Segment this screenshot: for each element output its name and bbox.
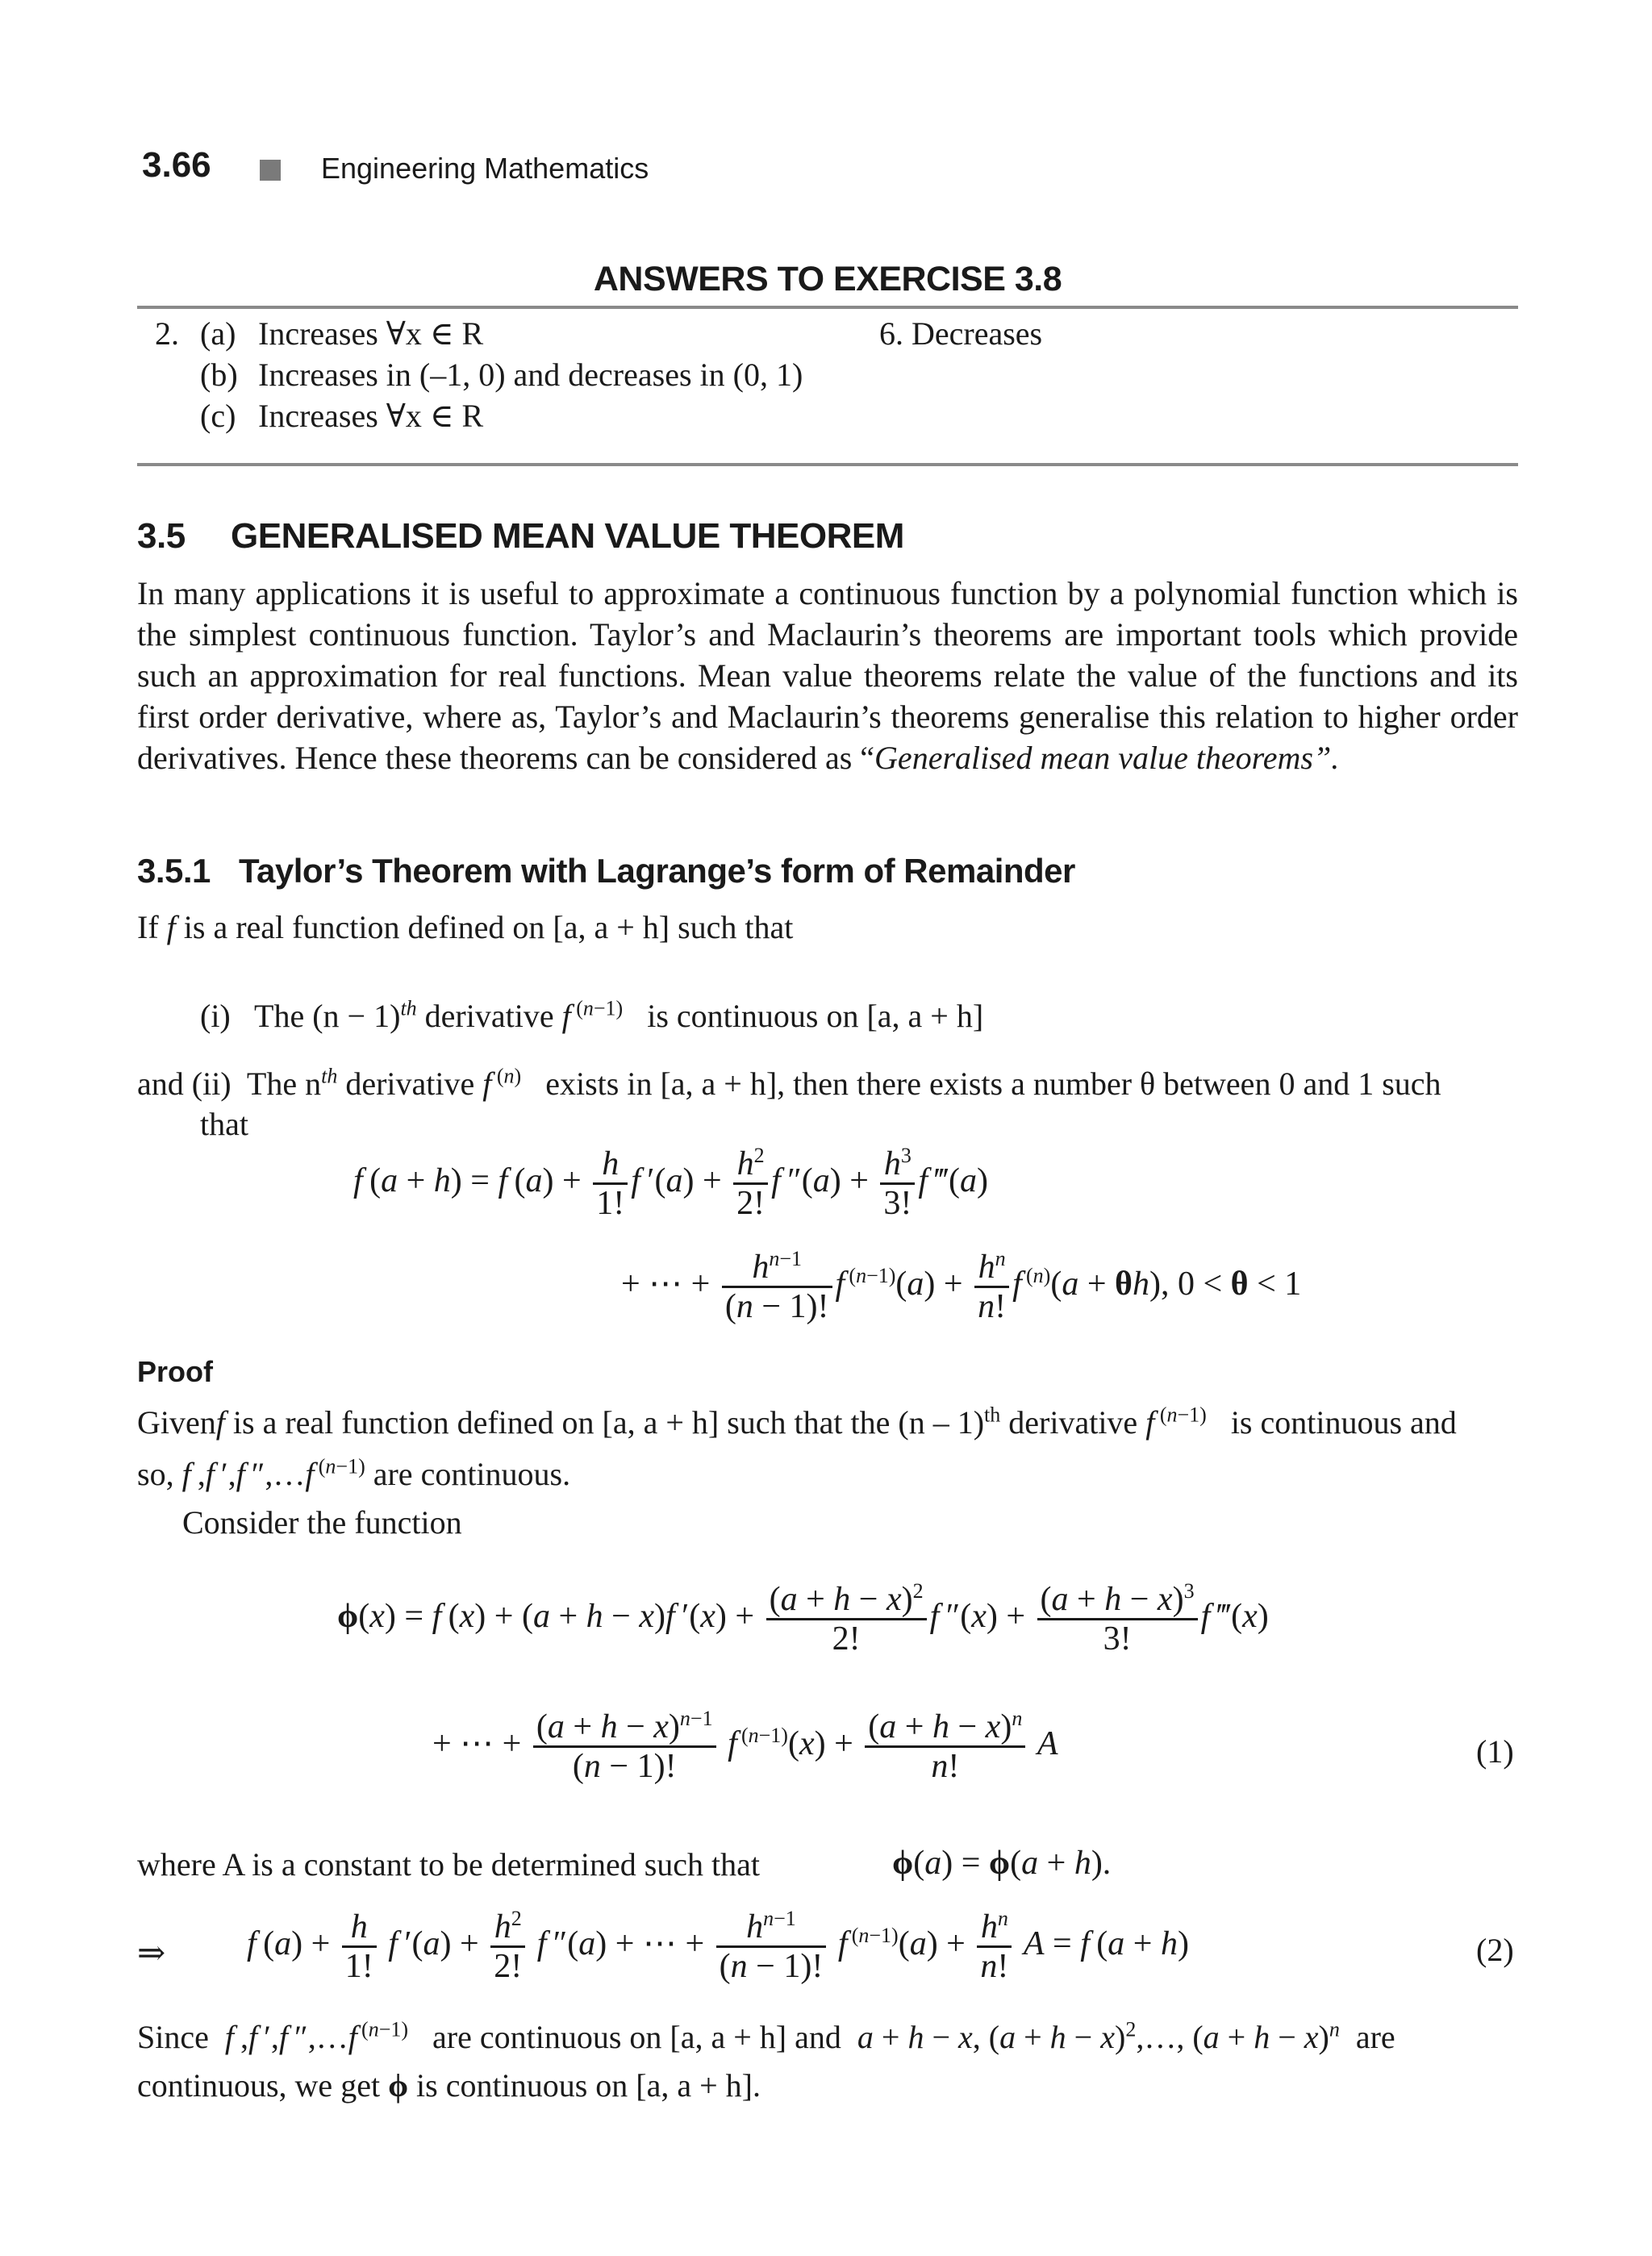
cond2-text-c: exists in [a, a + h], then there exists a number θ between 0 and 1 such	[545, 1065, 1441, 1102]
answers-bottom-rule	[137, 463, 1518, 466]
answers-top-rule	[137, 306, 1518, 309]
equation-2: f (a) + $\frac{h}{1!}$ f ′(a) + $\frac{h^2}{2!}$ f ″(a) + ⋯ + $\frac{h^{n-1}}{(n - 1)!}$ f $^{(n-1)}$(a) + $\frac{h^n}{n!}$ A = f (a + h)	[247, 1907, 1189, 1985]
equation-2-number: (2)	[1476, 1932, 1514, 1968]
where-text: where A is a constant to be determined such that	[137, 1846, 761, 1883]
subsection-number: 3.5.1	[137, 852, 211, 890]
section-intro-end: ”.	[1312, 740, 1340, 776]
subsection-title: Taylor’s Theorem with Lagrange’s form of Remainder	[239, 852, 1075, 890]
cond1-text-a: The (n − 1)	[254, 998, 401, 1034]
proof-line1-a: Given	[137, 1404, 216, 1441]
section-intro	[137, 573, 1518, 778]
since-d: continuous, we get	[137, 2067, 381, 2104]
section-intro-main: In many applications it is useful to approximate a continuous function by a polynomial function which is the simplest continuous function. Taylor’s and Maclaurin’s theorems are important tools which provide such an approximation for real functions. Mean value theorems relate the value of the functions and its first order derivative, where as, Taylor’s and Maclaurin’s theorems generalise this relation to higher order derivatives. Hence these theorems can be considered as “	[137, 575, 1518, 776]
cond2-text-a: The n	[246, 1065, 322, 1102]
since-line-1: Since f ,f ′,f ″,…f $^{(n-1)}$ are continuous on [a, a + h] and a + h − x, $(a + h - x)^2,\dots$, $(a + h - x)^n$ are	[137, 2017, 1395, 2055]
cond1-text-c: is continuous on [a, a + h]	[647, 998, 984, 1034]
equation-1-number: (1)	[1476, 1733, 1514, 1770]
since-c: are	[1355, 2019, 1395, 2055]
section-title: GENERALISED MEAN VALUE THEOREM	[231, 516, 904, 556]
cond2-text-b: derivative	[345, 1065, 475, 1102]
cond2-text-d: that	[200, 1106, 248, 1142]
answer-2-number: 2.	[155, 315, 179, 352]
answers-title: ANSWERS TO EXERCISE 3.8	[593, 260, 1062, 298]
answer-2b-label: (b)	[200, 357, 238, 393]
header-square-icon	[260, 160, 281, 181]
since-e: is continuous on [a, a + h].	[416, 2067, 761, 2104]
cond1-text-b: derivative	[424, 998, 554, 1034]
phi-condition: ϕ(a) = ϕ(a + h).	[892, 1845, 1112, 1882]
phi-definition-line2: + ⋯ + $\frac{(a + h - x)^{n-1}}{(n - 1)!}$ f $^{(n-1)}$(x) + $\frac{(a + h - x)^n}{n!}$ A	[432, 1707, 1058, 1785]
implies-symbol: ⇒	[137, 1935, 166, 1972]
answer-2c-label: (c)	[200, 398, 236, 434]
taylor-formula-line1: f (a + h) = f (a) + $\frac{h}{1!}$ f ′(a) + $\frac{h^2}{2!}$ f ″(a) + $\frac{h^3}{3!}$ f ‴(a)	[353, 1144, 988, 1222]
answer-2b-text: Increases in (–1, 0) and decreases in (0, 1)	[258, 357, 803, 393]
proof-heading: Proof	[137, 1355, 213, 1388]
since-line-2: continuous, we get ϕ is continuous on [a, a + h].	[137, 2067, 761, 2104]
proof-line1-c: derivative	[1008, 1404, 1138, 1441]
cond1-label: (i)	[200, 998, 231, 1034]
f-var: f	[166, 909, 176, 945]
answer-2c-text: Increases ∀x ∈ R	[258, 398, 484, 434]
taylor-formula-line2: + ⋯ + $\frac{h^{n-1}}{(n - 1)!}$ f $^{(n-1)}$(a) + $\frac{h^n}{n!}$ f $^{(n)}$(a + θh), 0 < θ < 1	[621, 1247, 1302, 1325]
section-intro-italic: Generalised mean value theorems	[874, 740, 1313, 776]
book-title: Engineering Mathematics	[321, 152, 649, 185]
condition-1: (i) The $(n - 1)^{th}$ derivative f $^{(n-1)}$ is continuous on [a, a + h]	[200, 996, 984, 1034]
proof-line2-a: so,	[137, 1456, 174, 1492]
statement-pre: If	[137, 909, 159, 945]
cond2-prefix: and (ii)	[137, 1065, 232, 1102]
since-b: are continuous on [a, a + h] and	[432, 2019, 841, 2055]
section-number: 3.5	[137, 516, 186, 556]
proof-line-2: so, f ,f ′,f ″,…f $^{(n-1)}$ are continuous.	[137, 1454, 571, 1492]
answer-2a-text: Increases ∀x ∈ R	[258, 315, 484, 352]
proof-line-1: Givenf is a real function defined on [a, a + h] such that the (n – 1)$^{th}$ derivative f $^{(n-1)}$ is continuous and	[137, 1403, 1457, 1441]
condition-2: and (ii) The $n^{th}$ derivative f $^{(n)}$ exists in [a, a + h], then there exists a number θ between 0 and 1 such	[137, 1064, 1441, 1102]
proof-line1-d: is continuous and	[1230, 1404, 1457, 1441]
page-number: 3.66	[142, 145, 211, 185]
answer-2a-label: (a)	[200, 315, 236, 352]
proof-consider: Consider the function	[182, 1504, 462, 1541]
theorem-statement	[137, 907, 793, 948]
since-a: Since	[137, 2019, 209, 2055]
proof-line2-b: are continuous.	[373, 1456, 571, 1492]
proof-line1-b: is a real function defined on [a, a + h] such that the (n – 1)	[232, 1404, 985, 1441]
phi-definition-line1: ϕ(x) = f (x) + (a + h − x)f ′(x) + $\frac{(a + h - x)^2}{2!}$ f ″(x) + $\frac{(a + h - x)^3}{3!}$ f ‴(x)	[337, 1579, 1269, 1658]
statement-post: is a real function defined on [a, a + h] such that	[183, 909, 794, 945]
answer-6: 6. Decreases	[879, 315, 1043, 352]
